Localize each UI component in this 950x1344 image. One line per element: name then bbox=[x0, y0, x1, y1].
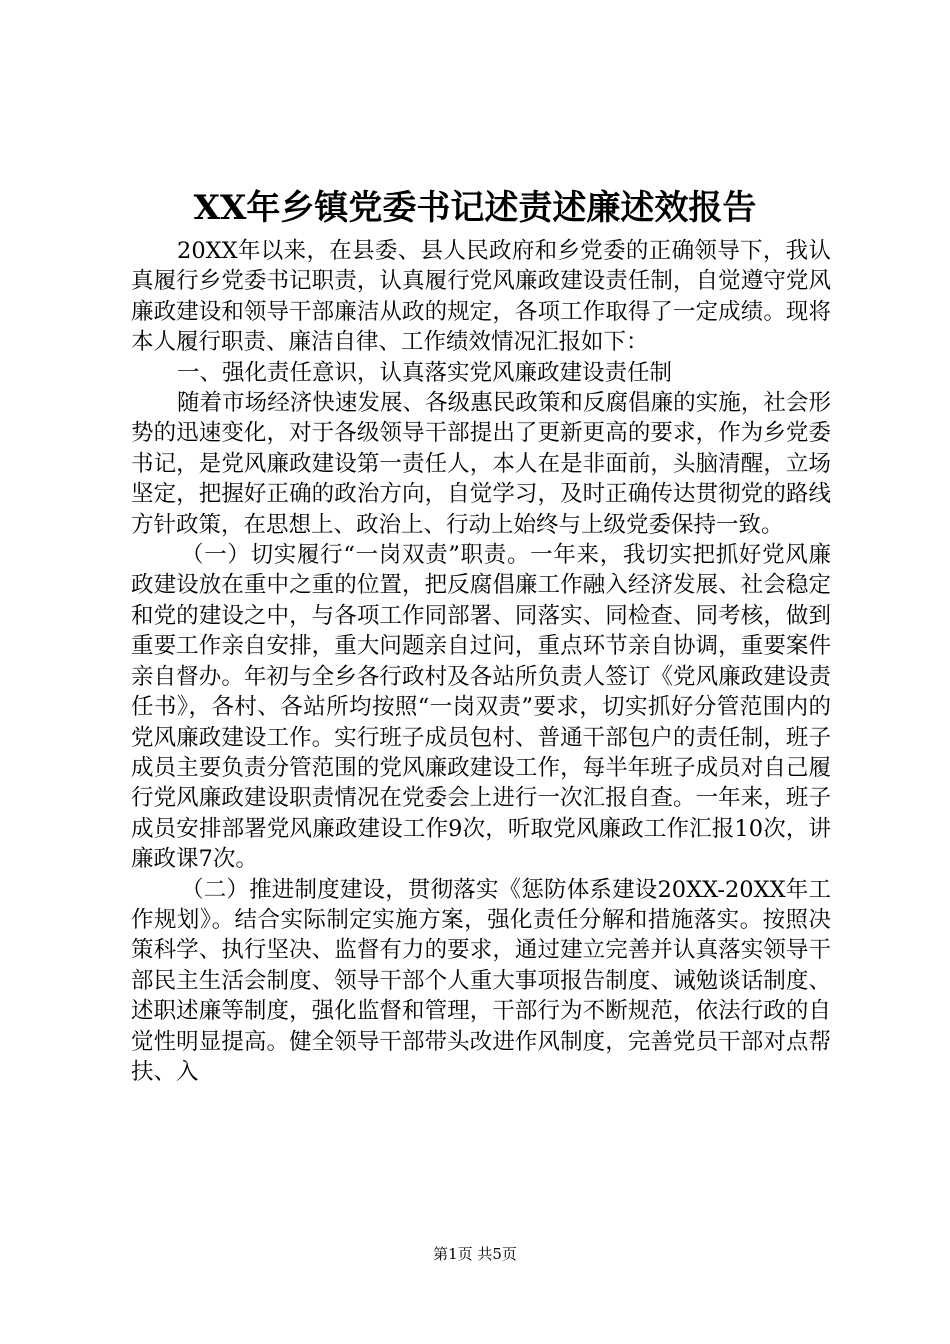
document-body bbox=[131, 236, 831, 1087]
paragraph-subsection-2: （二）推进制度建设，贯彻落实《惩防体系建设20XX-20XX年工作规划》。结合实际制定实施方案，强化责任分解和措施落实。按照决策科学、执行坚决、监督有力的要求，通过建立完善并认真落实领导干部民主生活会制度、领导干部个人重大事项报告制度、诫勉谈话制度、述职述廉等制度，强化监督和管理，干部行为不断规范，依法行政的自觉性明显提高。健全领导干部带头改进作风制度，完善党员干部对点帮扶、入 bbox=[131, 876, 831, 1085]
paragraph-background: 随着市场经济快速发展、各级惠民政策和反腐倡廉的实施，社会形势的迅速变化，对于各级领导干部提出了更新更高的要求，作为乡党委书记，是党风廉政建设第一责任人，本人在是非面前，头脑清醒，立场坚定，把握好正确的政治方向，自觉学习，及时正确传达贯彻党的路线方针政策，在思想上、政治上、行动上始终与上级党委保持一致。 bbox=[131, 390, 831, 538]
paragraph-intro: 20XX年以来，在县委、县人民政府和乡党委的正确领导下，我认真履行乡党委书记职责，认真履行党风廉政建设责任制，自觉遵守党风廉政建设和领导干部廉洁从政的规定，各项工作取得了一定成绩。现将本人履行职责、廉洁自律、工作绩效情况汇报如下： bbox=[131, 238, 831, 356]
section-heading-1: 一、强化责任意识，认真落实党风廉政建设责任制 bbox=[177, 359, 673, 386]
paragraph-subsection-1: （一）切实履行“一岗双责”职责。一年来，我切实把抓好党风廉政建设放在重中之重的位置，把反腐倡廉工作融入经济发展、社会稳定和党的建设之中，与各项工作同部署、同落实、同检查、同考核，做到重要工作亲自安排，重大问题亲自过问，重点环节亲自协调，重要案件亲自督办。年初与全乡各行政村及各站所负责人签订《党风廉政建设责任书》，各村、各站所均按照“一岗双责”要求，切实抓好分管范围内的党风廉政建设工作。实行班子成员包村、普通干部包户的责任制，班子成员主要负责分管范围的党风廉政建设工作，每半年班子成员对自己履行党风廉政建设职责情况在党委会上进行一次汇报自查。一年来，班子成员安排部署党风廉政建设工作9次，听取党风廉政工作汇报10次，讲廉政课7次。 bbox=[131, 542, 831, 873]
document-title: XX年乡镇党委书记述责述廉述效报告 bbox=[193, 188, 757, 228]
page-number-footer: 第1页 共5页 bbox=[433, 1245, 517, 1263]
